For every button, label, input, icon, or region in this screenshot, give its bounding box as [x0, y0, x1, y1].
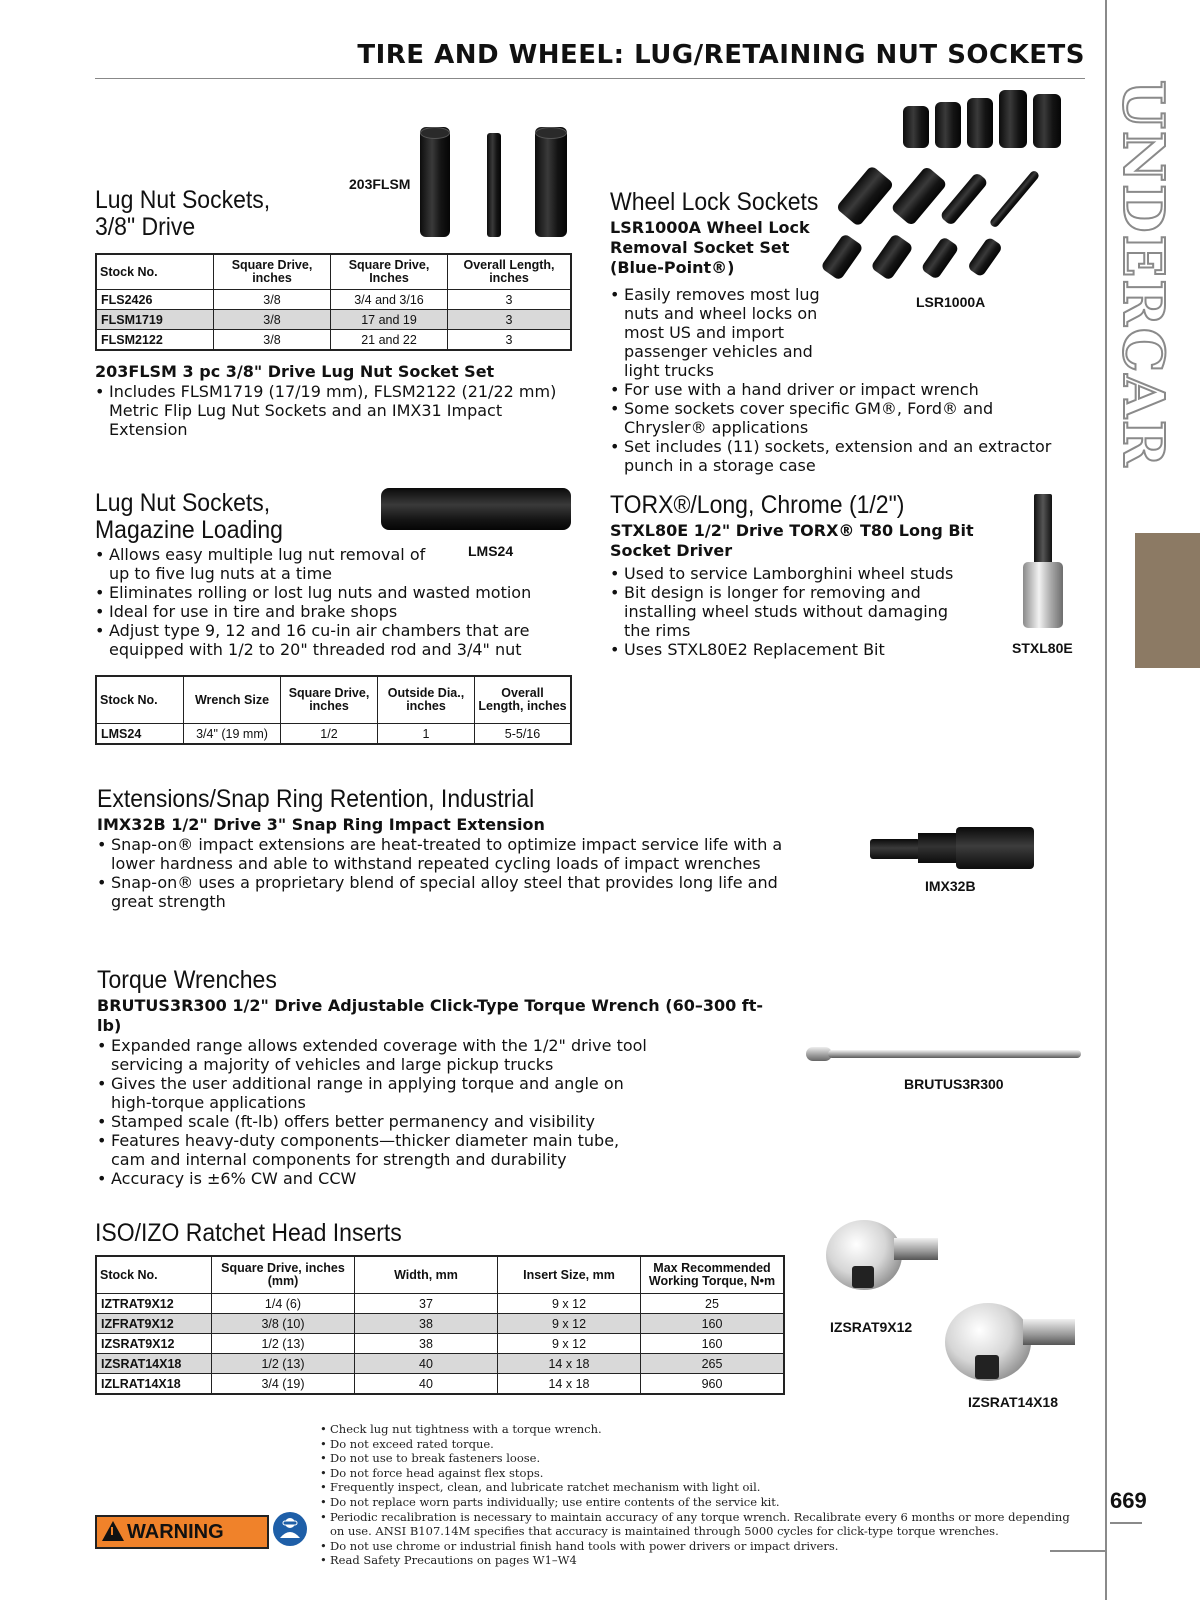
- image-label: IMX32B: [925, 878, 976, 894]
- table-row: [96, 1314, 784, 1334]
- ratchet-insert-image: [826, 1220, 946, 1295]
- list-item: • Easily removes most lug nuts and wheel locks on most US and import passenger vehicles and light trucks: [610, 285, 1080, 380]
- table-cell: IZLRAT14X18: [96, 1374, 212, 1395]
- extension-shaft-graphic: [870, 839, 920, 859]
- socket-graphic: [870, 233, 914, 281]
- list-item: • Read Safety Precautions on pages W1–W4: [320, 1553, 1080, 1568]
- table-cell: 3/8: [214, 330, 331, 351]
- image-label: LSR1000A: [916, 294, 986, 310]
- ratchet-insert-image: [945, 1303, 1080, 1383]
- table-cell: IZSRAT9X12: [96, 1334, 212, 1354]
- socket-graphic: [935, 102, 961, 148]
- feature-list: [97, 835, 797, 911]
- safety-list: [320, 1422, 1080, 1568]
- table-cell: 40: [355, 1374, 498, 1395]
- list-item: • Allows easy multiple lug nut removal of up to five lug nuts at a time: [95, 545, 575, 583]
- square-drive-graphic: [852, 1266, 874, 1288]
- column-header: Overall Length, inches: [475, 676, 572, 724]
- table-cell: 3/8 (10): [212, 1314, 355, 1334]
- table-row: [96, 310, 571, 330]
- list-item: • Ideal for use in tire and brake shops: [95, 602, 575, 621]
- socket-graphic: [535, 127, 567, 237]
- square-drive-graphic: [975, 1355, 999, 1379]
- table-cell: 1/2: [281, 724, 378, 745]
- list-item: • Snap-on® uses a proprietary blend of special alloy steel that provides long life and great strength: [97, 873, 797, 911]
- list-item: • Do not exceed rated torque.: [320, 1437, 1080, 1452]
- list-item: • Uses STXL80E2 Replacement Bit: [610, 640, 975, 659]
- column-header: Insert Size, mm: [498, 1256, 641, 1294]
- table-cell: 3/4 and 3/16: [331, 290, 448, 310]
- punch-graphic: [989, 169, 1041, 228]
- list-item: • Expanded range allows extended coverage with the 1/2" drive tool servicing a majority of vehicles and large pickup trucks: [97, 1036, 657, 1074]
- inserts-heading: [95, 1220, 595, 1247]
- wheel-lock-heading: [610, 189, 850, 278]
- section-title: Lug Nut Sockets,: [95, 489, 271, 517]
- insert-shank-graphic: [1023, 1319, 1075, 1345]
- table-cell: 21 and 22: [331, 330, 448, 351]
- section-title: Extensions/Snap Ring Retention, Industrial: [97, 785, 535, 813]
- section-name-text: UNDERCAR: [1110, 80, 1176, 469]
- column-header: Square Drive, inches (mm): [212, 1256, 355, 1294]
- feature-list: [610, 564, 975, 659]
- feature-list: [95, 382, 565, 439]
- product-title: STXL80E 1/2" Drive TORX® T80 Long Bit: [610, 521, 974, 540]
- table-cell: 3/8: [214, 310, 331, 330]
- list-item: • Some sockets cover specific GM®, Ford® and Chrysler® applications: [610, 399, 1080, 437]
- table-cell: FLSM2122: [96, 330, 214, 351]
- table-cell: 37: [355, 1294, 498, 1314]
- socket-graphic: [967, 236, 1004, 277]
- table-row: [96, 1294, 784, 1314]
- table-cell: 3: [448, 330, 572, 351]
- table-cell: 1/2 (13): [212, 1334, 355, 1354]
- table-cell: IZTRAT9X12: [96, 1294, 212, 1314]
- table-cell: 9 x 12: [498, 1294, 641, 1314]
- table-cell: IZSRAT14X18: [96, 1354, 212, 1374]
- torx-bit-image: [1020, 494, 1070, 634]
- socket-graphic: [903, 106, 929, 148]
- table-row: [96, 290, 571, 310]
- table-cell: 1: [378, 724, 475, 745]
- list-item: • For use with a hand driver or impact wrench: [610, 380, 1080, 399]
- product-title: IMX32B 1/2" Drive 3" Snap Ring Impact Extension: [97, 815, 545, 834]
- list-item: • Do not use to break fasteners loose.: [320, 1451, 1080, 1466]
- torque-wrench-image: [806, 1045, 1081, 1063]
- image-label: IZSRAT14X18: [968, 1394, 1058, 1410]
- table-cell: 25: [641, 1294, 785, 1314]
- warning-label: [95, 1515, 269, 1549]
- torque-heading: [97, 967, 787, 1188]
- socket-graphic: [999, 90, 1027, 148]
- page-title: TIRE AND WHEEL: LUG/RETAINING NUT SOCKETS: [357, 40, 1085, 70]
- extension-image: [870, 827, 1035, 867]
- column-header: Max Recommended Working Torque, N•m: [641, 1256, 785, 1294]
- socket-graphic: [967, 98, 993, 148]
- table-cell: 1/4 (6): [212, 1294, 355, 1314]
- table-cell: 3/4" (19 mm): [184, 724, 281, 745]
- table-cell: 3: [448, 290, 572, 310]
- socket-graphic: [939, 172, 989, 227]
- table-cell: 14 x 18: [498, 1354, 641, 1374]
- table-cell: FLS2426: [96, 290, 214, 310]
- magazine-heading: [95, 490, 395, 544]
- warning-text: WARNING: [127, 1521, 224, 1543]
- page-header: [95, 40, 1085, 79]
- insert-shank-graphic: [894, 1238, 938, 1260]
- image-label: IZSRAT9X12: [830, 1319, 913, 1335]
- table-cell: 1/2 (13): [212, 1354, 355, 1374]
- column-header: Overall Length, inches: [448, 254, 572, 290]
- set-title: 203FLSM 3 pc 3/8" Drive Lug Nut Socket Set: [95, 362, 495, 381]
- image-label: STXL80E: [1012, 640, 1073, 656]
- feature-list: [97, 1036, 657, 1188]
- section-name: [1110, 80, 1176, 540]
- page-number: 669: [1110, 1488, 1147, 1513]
- column-header: Stock No.: [96, 676, 184, 724]
- table-cell: 3/4 (19): [212, 1374, 355, 1395]
- list-item: • Snap-on® impact extensions are heat-treated to optimize impact service life with a lower hardness and able to withstand repeated cycling loads of impact wrenches: [97, 835, 797, 873]
- section-title: Wheel Lock Sockets: [610, 188, 819, 216]
- product-title: (Blue-Point®): [610, 258, 735, 277]
- column-header: Square Drive, inches: [214, 254, 331, 290]
- product-title: Socket Driver: [610, 541, 733, 560]
- list-item: • Gives the user additional range in applying torque and angle on high-torque applications: [97, 1074, 657, 1112]
- chrome-socket-graphic: [1023, 562, 1063, 628]
- list-item: • Adjust type 9, 12 and 16 cu-in air chambers that are equipped with 1/2 to 20" threaded rod and 3/4" nut: [95, 621, 575, 659]
- table-cell: 40: [355, 1354, 498, 1374]
- table-cell: 14 x 18: [498, 1374, 641, 1395]
- socket-graphic: [890, 166, 947, 227]
- list-item: • Frequently inspect, clean, and lubricate ratchet mechanism with light oil.: [320, 1480, 1080, 1495]
- table-cell: 5-5/16: [475, 724, 572, 745]
- warning-triangle-icon: [102, 1521, 124, 1541]
- table-cell: 265: [641, 1354, 785, 1374]
- magazine-table: [95, 675, 572, 745]
- list-item: • Do not replace worn parts individually; use entire contents of the service kit.: [320, 1495, 1080, 1510]
- table-cell: 38: [355, 1334, 498, 1354]
- section-title: TORX®/Long, Chrome (1/2"): [610, 491, 905, 519]
- list-item: • Stamped scale (ft-lb) offers better permanency and visibility: [97, 1112, 657, 1131]
- column-header: Stock No.: [96, 254, 214, 290]
- extension-taper-graphic: [918, 833, 958, 863]
- list-item: • Set includes (11) sockets, extension and an extractor punch in a storage case: [610, 437, 1080, 475]
- table-row: [96, 330, 571, 351]
- lug-nut-38-set: [95, 362, 565, 439]
- column-header: Stock No.: [96, 1256, 212, 1294]
- extensions-heading: [97, 786, 857, 911]
- section-title: Lug Nut Sockets,: [95, 186, 271, 214]
- gutter-divider: [1105, 0, 1107, 1600]
- socket-graphic: [420, 127, 450, 237]
- table-row: [96, 724, 571, 745]
- list-item: • Includes FLSM1719 (17/19 mm), FLSM2122 (21/22 mm) Metric Flip Lug Nut Sockets and an IMX31 Impact Extension: [95, 382, 565, 439]
- feature-list: [95, 545, 575, 659]
- extension-graphic: [487, 133, 501, 237]
- list-item: • Used to service Lamborghini wheel studs: [610, 564, 975, 583]
- section-title: Torque Wrenches: [97, 966, 277, 994]
- safety-notes: [320, 1422, 1080, 1568]
- list-item: • Accuracy is ±6% CW and CCW: [97, 1169, 657, 1188]
- image-label: BRUTUS3R300: [904, 1076, 1004, 1092]
- page-number-rule: [1110, 1522, 1142, 1524]
- table-cell: 160: [641, 1314, 785, 1334]
- section-tab: [1135, 533, 1200, 668]
- feature-list: [610, 285, 1080, 475]
- table-cell: 9 x 12: [498, 1334, 641, 1354]
- torx-heading: [610, 492, 1010, 561]
- product-title: LSR1000A Wheel Lock: [610, 218, 810, 237]
- list-item: • Bit design is longer for removing and installing wheel studs without damaging the rims: [610, 583, 975, 640]
- table-cell: 3: [448, 310, 572, 330]
- product-title: Removal Socket Set: [610, 238, 790, 257]
- socket-set-image: [418, 127, 573, 239]
- table-cell: FLSM1719: [96, 310, 214, 330]
- table-row: [96, 1334, 784, 1354]
- extension-head-graphic: [956, 827, 1034, 869]
- image-label: 203FLSM: [349, 176, 411, 192]
- column-header: Wrench Size: [184, 676, 281, 724]
- column-header: Square Drive, Inches: [331, 254, 448, 290]
- table-cell: 38: [355, 1314, 498, 1334]
- table-cell: 3/8: [214, 290, 331, 310]
- table-cell: 960: [641, 1374, 785, 1395]
- table-row: [96, 1354, 784, 1374]
- product-title: BRUTUS3R300 1/2" Drive Adjustable Click-Type Torque Wrench (60–300 ft-lb): [97, 996, 764, 1035]
- list-item: • Do not use chrome or industrial finish hand tools with power drivers or impact drivers.: [320, 1539, 1080, 1554]
- magazine-socket-image: [381, 488, 571, 530]
- bit-graphic: [1034, 494, 1052, 564]
- list-item: • Do not force head against flex stops.: [320, 1466, 1080, 1481]
- table-cell: IZFRAT9X12: [96, 1314, 212, 1334]
- socket-graphic: [836, 165, 895, 227]
- socket-graphic: [1033, 94, 1061, 148]
- lug-nut-38-heading: [95, 187, 395, 241]
- table-cell: 17 and 19: [331, 310, 448, 330]
- list-item: • Check lug nut tightness with a torque wrench.: [320, 1422, 1080, 1437]
- list-item: • Periodic recalibration is necessary to maintain accuracy of any torque wrench. Recalibrate every 6 months or more depending on use. ANSI B107.14M specifies that accuracy is maintained through 5000 cycles for click-type torque wrenches.: [320, 1510, 1080, 1539]
- section-title: Magazine Loading: [95, 516, 283, 544]
- table-cell: 160: [641, 1334, 785, 1354]
- table-row: [96, 1374, 784, 1395]
- section-title: 3/8" Drive: [95, 213, 196, 241]
- list-item: • Eliminates rolling or lost lug nuts and wasted motion: [95, 583, 575, 602]
- list-item: • Features heavy-duty components—thicker diameter main tube, cam and internal components for strength and durability: [97, 1131, 657, 1169]
- table-cell: 9 x 12: [498, 1314, 641, 1334]
- wrench-tube-graphic: [828, 1050, 1081, 1058]
- inserts-table: [95, 1255, 785, 1395]
- section-title: ISO/IZO Ratchet Head Inserts: [95, 1219, 402, 1247]
- socket-graphic: [920, 236, 959, 280]
- column-header: Width, mm: [355, 1256, 498, 1294]
- eye-protection-icon: [273, 1512, 307, 1546]
- image-label: LMS24: [468, 543, 514, 559]
- column-header: Square Drive, inches: [281, 676, 378, 724]
- lug-nut-38-table: [95, 253, 572, 351]
- column-header: Outside Dia., inches: [378, 676, 475, 724]
- table-cell: LMS24: [96, 724, 184, 745]
- wheel-lock-set-image: [830, 88, 1065, 288]
